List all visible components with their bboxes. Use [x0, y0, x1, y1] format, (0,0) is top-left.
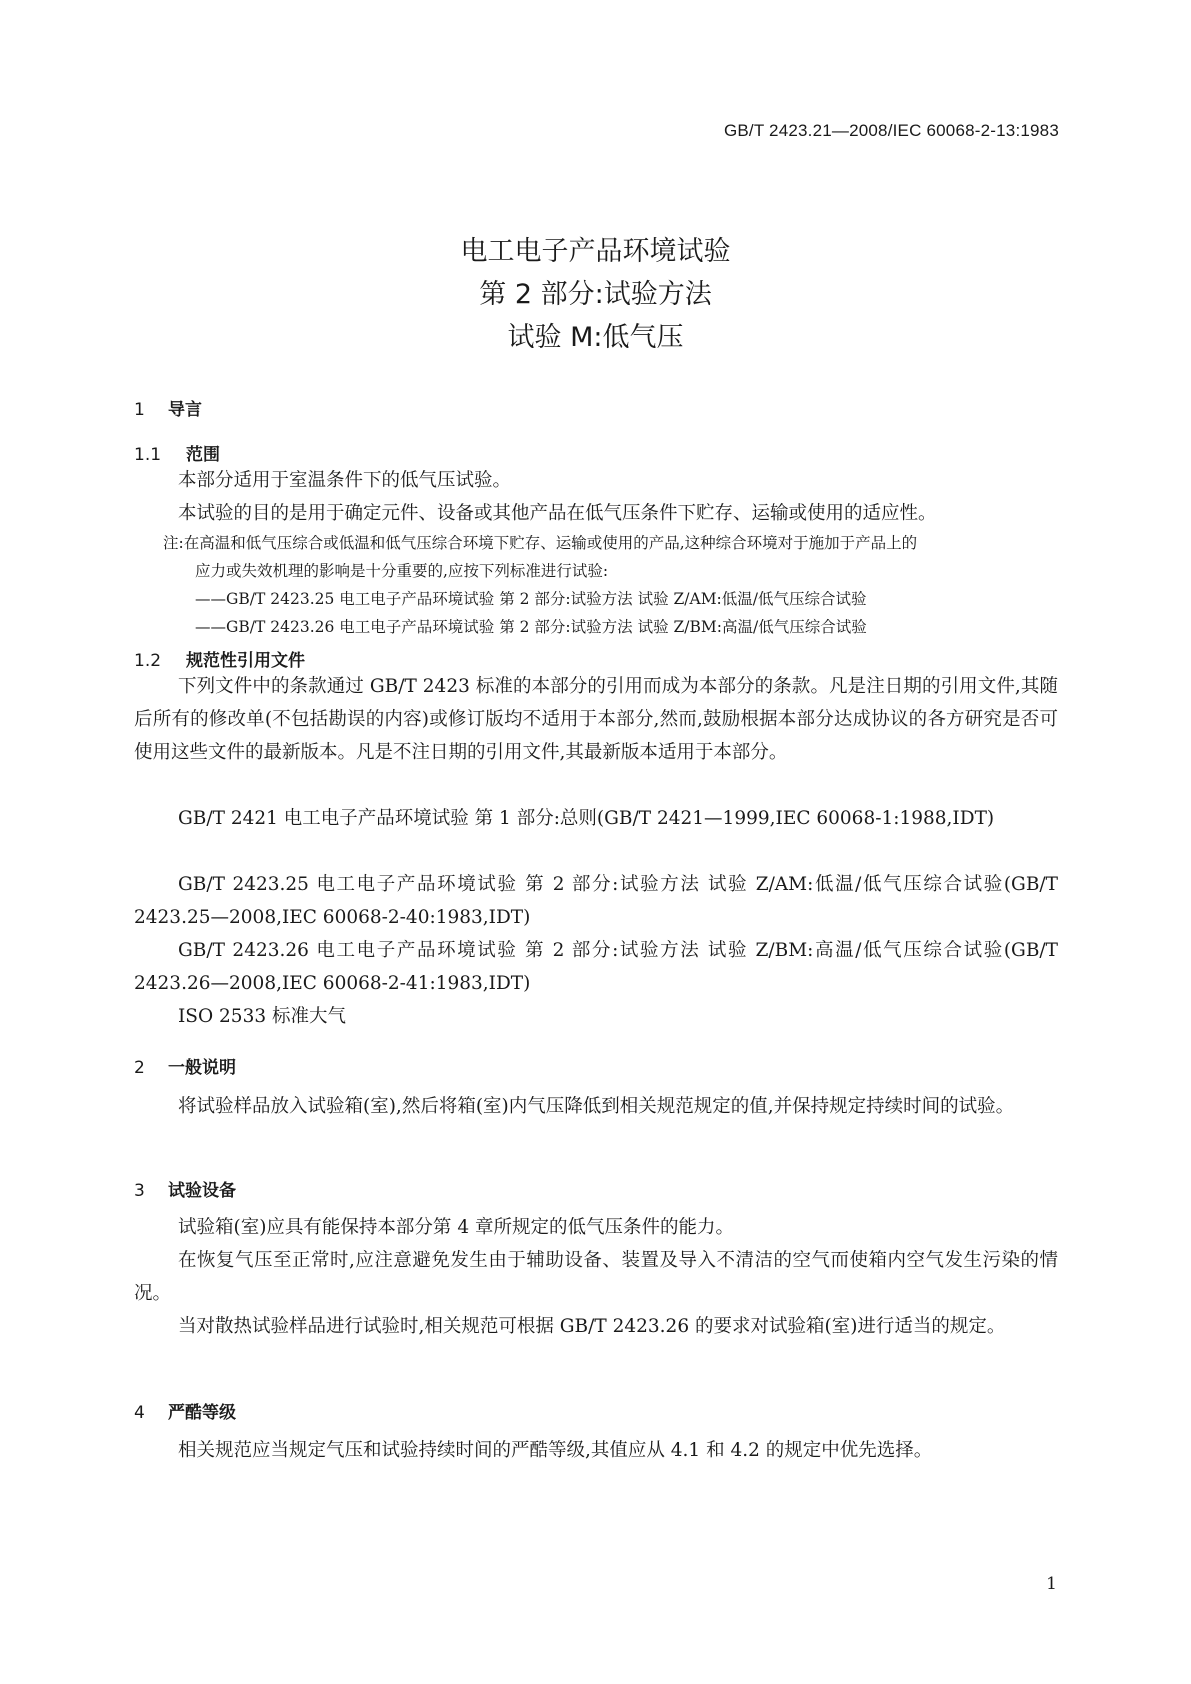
reference-item: GB/T 2421 电工电子产品环境试验 第 1 部分:总则(GB/T 2421—1999,IEC 60068-1:1988,IDT) — [178, 808, 995, 829]
section-number: 1.2 — [134, 651, 162, 671]
section-number: 2 — [134, 1058, 145, 1078]
paragraph: 当对散热试验样品进行试验时,相关规范可根据 GB/T 2423.26 的要求对试验箱(室)进行适当的规定。 — [178, 1316, 1006, 1337]
standard-code: GB/T 2423.21—2008/IEC 60068-2-13:1983 — [723, 121, 1059, 140]
section-1-heading — [134, 395, 202, 420]
section-2-heading — [134, 1053, 236, 1078]
title-line-1: 电工电子产品环境试验 — [460, 236, 731, 267]
page-number: 1 — [1046, 1574, 1057, 1594]
section-1-2-heading — [134, 646, 305, 671]
section-number: 3 — [134, 1181, 145, 1201]
reference-item: ISO 2533 标准大气 — [178, 1006, 346, 1027]
paragraph: 本试验的目的是用于确定元件、设备或其他产品在低气压条件下贮存、运输或使用的适应性。 — [178, 503, 937, 524]
section-number: 1.1 — [134, 445, 162, 465]
note-list-item: ——GB/T 2423.26 电工电子产品环境试验 第 2 部分:试验方法 试验 Z/BM:高温/低气压综合试验 — [195, 618, 867, 636]
title-line-2: 第 2 部分:试验方法 — [479, 279, 712, 310]
section-title: 规范性引用文件 — [186, 651, 305, 671]
section-title: 范围 — [186, 445, 220, 465]
section-3-heading — [134, 1176, 236, 1201]
section-title: 导言 — [168, 400, 202, 420]
section-4-heading — [134, 1398, 236, 1423]
title-line-3: 试验 M:低气压 — [507, 322, 684, 353]
reference-item: GB/T 2423.26 电工电子产品环境试验 第 2 部分:试验方法 试验 Z/BM:高温/低气压综合试验(GB/T 2423.26—2008,IEC 60068-2-41:1983,IDT) — [134, 940, 1058, 994]
paragraph: 在恢复气压至正常时,应注意避免发生由于辅助设备、装置及导入不清洁的空气而使箱内空气发生污染的情况。 — [134, 1250, 1058, 1304]
note-line: 应力或失效机理的影响是十分重要的,应按下列标准进行试验: — [195, 562, 609, 580]
paragraph: 将试验样品放入试验箱(室),然后将箱(室)内气压降低到相关规范规定的值,并保持规定持续时间的试验。 — [178, 1096, 1015, 1117]
section-title: 严酷等级 — [168, 1403, 236, 1423]
reference-item: GB/T 2423.25 电工电子产品环境试验 第 2 部分:试验方法 试验 Z/AM:低温/低气压综合试验(GB/T 2423.25—2008,IEC 60068-2-40:1983,IDT) — [134, 874, 1058, 928]
section-1-1-heading — [134, 440, 220, 465]
section-number: 4 — [134, 1403, 145, 1423]
section-title: 一般说明 — [168, 1058, 236, 1078]
note-line: 注:在高温和低气压综合或低温和低气压综合环境下贮存、运输或使用的产品,这种综合环境对于施加于产品上的 — [163, 534, 918, 552]
paragraph: 试验箱(室)应具有能保持本部分第 4 章所规定的低气压条件的能力。 — [178, 1217, 734, 1238]
paragraph: 下列文件中的条款通过 GB/T 2423 标准的本部分的引用而成为本部分的条款。凡是注日期的引用文件,其随后所有的修改单(不包括勘误的内容)或修订版均不适用于本部分,然而,鼓励根据本部分达成协议的各方研究是否可使用这些文件的最新版本。凡是不注日期的引用文件,其最新版本适用于本部分。 — [134, 676, 1058, 763]
section-title: 试验设备 — [168, 1181, 236, 1201]
paragraph: 本部分适用于室温条件下的低气压试验。 — [178, 470, 512, 491]
note-list-item: ——GB/T 2423.25 电工电子产品环境试验 第 2 部分:试验方法 试验 Z/AM:低温/低气压综合试验 — [195, 590, 867, 608]
paragraph: 相关规范应当规定气压和试验持续时间的严酷等级,其值应从 4.1 和 4.2 的规定中优先选择。 — [178, 1440, 933, 1461]
section-number: 1 — [134, 400, 145, 420]
document-title — [0, 230, 1191, 359]
